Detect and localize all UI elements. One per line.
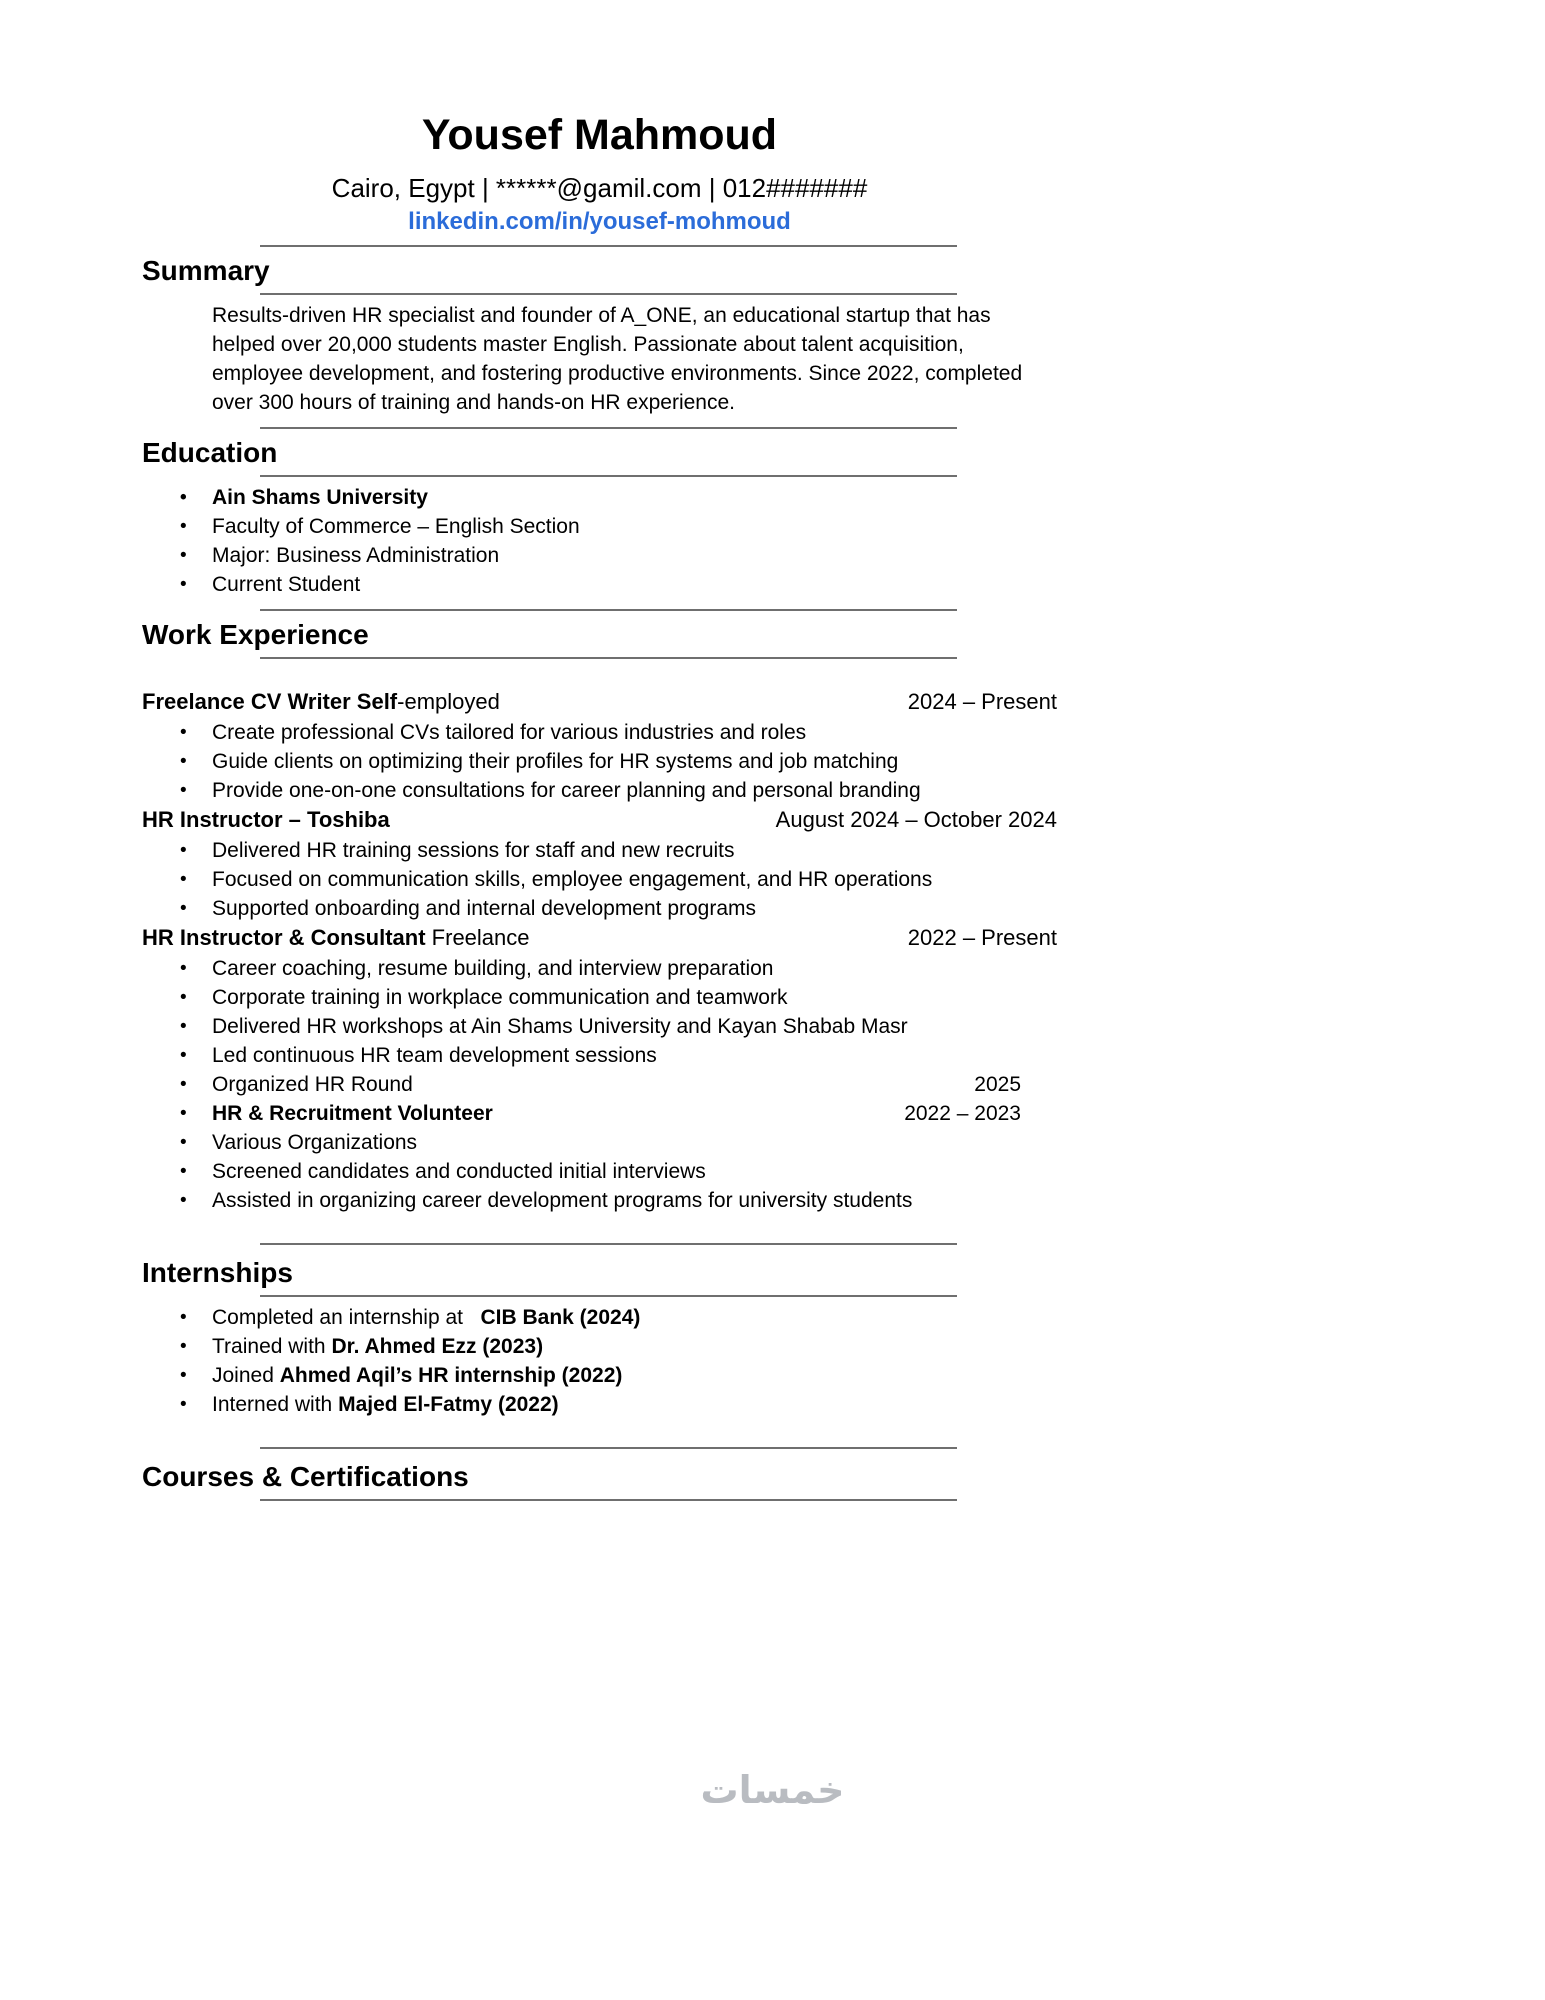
- summary-text: Results-driven HR specialist and founder of A_ONE, an educational startup that has helped over 20,000 students master English. Passionate about talent acquisition, employee development, and fostering productive environments. Since 2022, completed over 300 hours of training and hands-on HR experience.: [212, 304, 1023, 414]
- bullet-text: • Delivered HR workshops at Ain Shams University and Kayan Shabab Masr: [212, 1015, 908, 1038]
- list-item: • Create professional CVs tailored for various industries and roles: [142, 718, 1057, 747]
- summary-heading: Summary: [142, 255, 270, 286]
- bullet-text: • Organized HR Round: [212, 1073, 413, 1096]
- job-title: [142, 805, 390, 834]
- list-item: • Major: Business Administration: [142, 541, 1057, 570]
- bullet-date: 2025: [974, 1073, 1021, 1096]
- section-divider: [260, 427, 957, 429]
- section-divider: [260, 245, 957, 247]
- section-divider: [260, 1295, 957, 1297]
- list-item: [142, 1128, 1057, 1157]
- bullet-date: [1021, 1041, 1057, 1070]
- section-divider: [260, 1447, 957, 1449]
- list-item: [142, 1186, 1057, 1215]
- bullet-date: [1021, 954, 1057, 983]
- contact-line: Cairo, Egypt | ******@gamil.com | 012#######: [331, 173, 868, 203]
- job-date: 2024 – Present: [907, 689, 1057, 714]
- bullet-date: [1021, 1012, 1057, 1041]
- job-title-bold: HR Instructor – Toshiba: [142, 807, 390, 832]
- internships-list: [142, 1303, 1057, 1419]
- internship-prefix: Joined: [212, 1364, 280, 1387]
- section-divider: [260, 609, 957, 611]
- internship-prefix: Completed an internship at: [212, 1306, 481, 1329]
- bullet-date: [1021, 983, 1057, 1012]
- job-title-rest: Freelance: [425, 925, 530, 950]
- job-entry: [142, 923, 1057, 1215]
- job-header: [142, 805, 1057, 834]
- job-header: [142, 687, 1057, 716]
- bullet-text: • HR & Recruitment Volunteer: [212, 1102, 493, 1125]
- list-item: [142, 1012, 1057, 1041]
- list-item: • Ain Shams University: [142, 483, 1057, 512]
- bullet-text: • Career coaching, resume building, and interview preparation: [212, 957, 774, 980]
- list-item: [142, 954, 1057, 983]
- list-item: • Focused on communication skills, employee engagement, and HR operations: [142, 865, 1057, 894]
- person-name: Yousef Mahmoud: [421, 111, 778, 159]
- bullet-text: • Screened candidates and conducted initial interviews: [212, 1160, 706, 1183]
- bullet-date: [1021, 1128, 1057, 1157]
- bullet-date: [1021, 1157, 1057, 1186]
- khamsat-watermark-logo: خمسات: [700, 1770, 845, 1812]
- list-item: [142, 1332, 1057, 1361]
- bullet-text: • Various Organizations: [212, 1131, 418, 1154]
- list-item: • Guide clients on optimizing their profiles for HR systems and job matching: [142, 747, 1057, 776]
- job-title: [142, 687, 500, 716]
- job-title-rest: -employed: [397, 689, 500, 714]
- list-item: • Supported onboarding and internal development programs: [142, 894, 1057, 923]
- bullet-text: • Corporate training in workplace communication and teamwork: [212, 986, 788, 1009]
- list-item: [142, 1390, 1057, 1419]
- job-title-bold: Freelance CV Writer Self: [142, 689, 398, 714]
- list-item: • Delivered HR training sessions for staff and new recruits: [142, 836, 1057, 865]
- list-item: • Current Student: [142, 570, 1057, 599]
- job-date: August 2024 – October 2024: [775, 807, 1057, 832]
- job-entry: [142, 687, 1057, 805]
- section-divider: [260, 293, 957, 295]
- work-experience-heading: Work Experience: [142, 619, 369, 650]
- job-entry: [142, 805, 1057, 923]
- job-title: [142, 923, 530, 952]
- list-item: [142, 1157, 1057, 1186]
- job-bullet-list: [142, 954, 1057, 1215]
- job-title-bold: HR Instructor & Consultant: [142, 925, 426, 950]
- job-bullet-list: [142, 718, 1057, 805]
- courses-heading: Courses & Certifications: [142, 1461, 469, 1492]
- internship-bold: CIB Bank (2024): [480, 1306, 641, 1329]
- bullet-date: [1021, 1186, 1057, 1215]
- internship-bold: Dr. Ahmed Ezz (2023): [331, 1335, 544, 1358]
- section-divider: [260, 1243, 957, 1245]
- list-item: • Provide one-on-one consultations for career planning and personal branding: [142, 776, 1057, 805]
- linkedin-row: [142, 208, 1057, 239]
- bullet-date: 2022 – 2023: [904, 1102, 1021, 1125]
- list-item: [142, 1041, 1057, 1070]
- list-item: • Faculty of Commerce – English Section: [142, 512, 1057, 541]
- list-item: [142, 1361, 1057, 1390]
- linkedin-link[interactable]: linkedin.com/in/yousef-mohmoud: [408, 208, 791, 235]
- internship-prefix: Interned with: [212, 1393, 339, 1416]
- education-list: [142, 483, 1057, 599]
- section-divider: [260, 475, 957, 477]
- job-date: 2022 – Present: [907, 925, 1057, 950]
- job-header: [142, 923, 1057, 952]
- list-item: [142, 1303, 1057, 1332]
- internships-heading: Internships: [142, 1257, 293, 1288]
- job-bullet-list: [142, 836, 1057, 923]
- section-divider: [260, 657, 957, 659]
- bullet-text: • Assisted in organizing career development programs for university students: [212, 1189, 913, 1212]
- internship-bold: Majed El-Fatmy (2022): [338, 1393, 559, 1416]
- list-item: [142, 1070, 1057, 1099]
- internship-prefix: Trained with: [212, 1335, 332, 1358]
- list-item: [142, 1099, 1057, 1128]
- bullet-text: • Led continuous HR team development sessions: [212, 1044, 657, 1067]
- list-item: [142, 983, 1057, 1012]
- internship-bold: Ahmed Aqil’s HR internship (2022): [279, 1364, 623, 1387]
- education-heading: Education: [142, 437, 278, 468]
- section-divider: [260, 1499, 957, 1501]
